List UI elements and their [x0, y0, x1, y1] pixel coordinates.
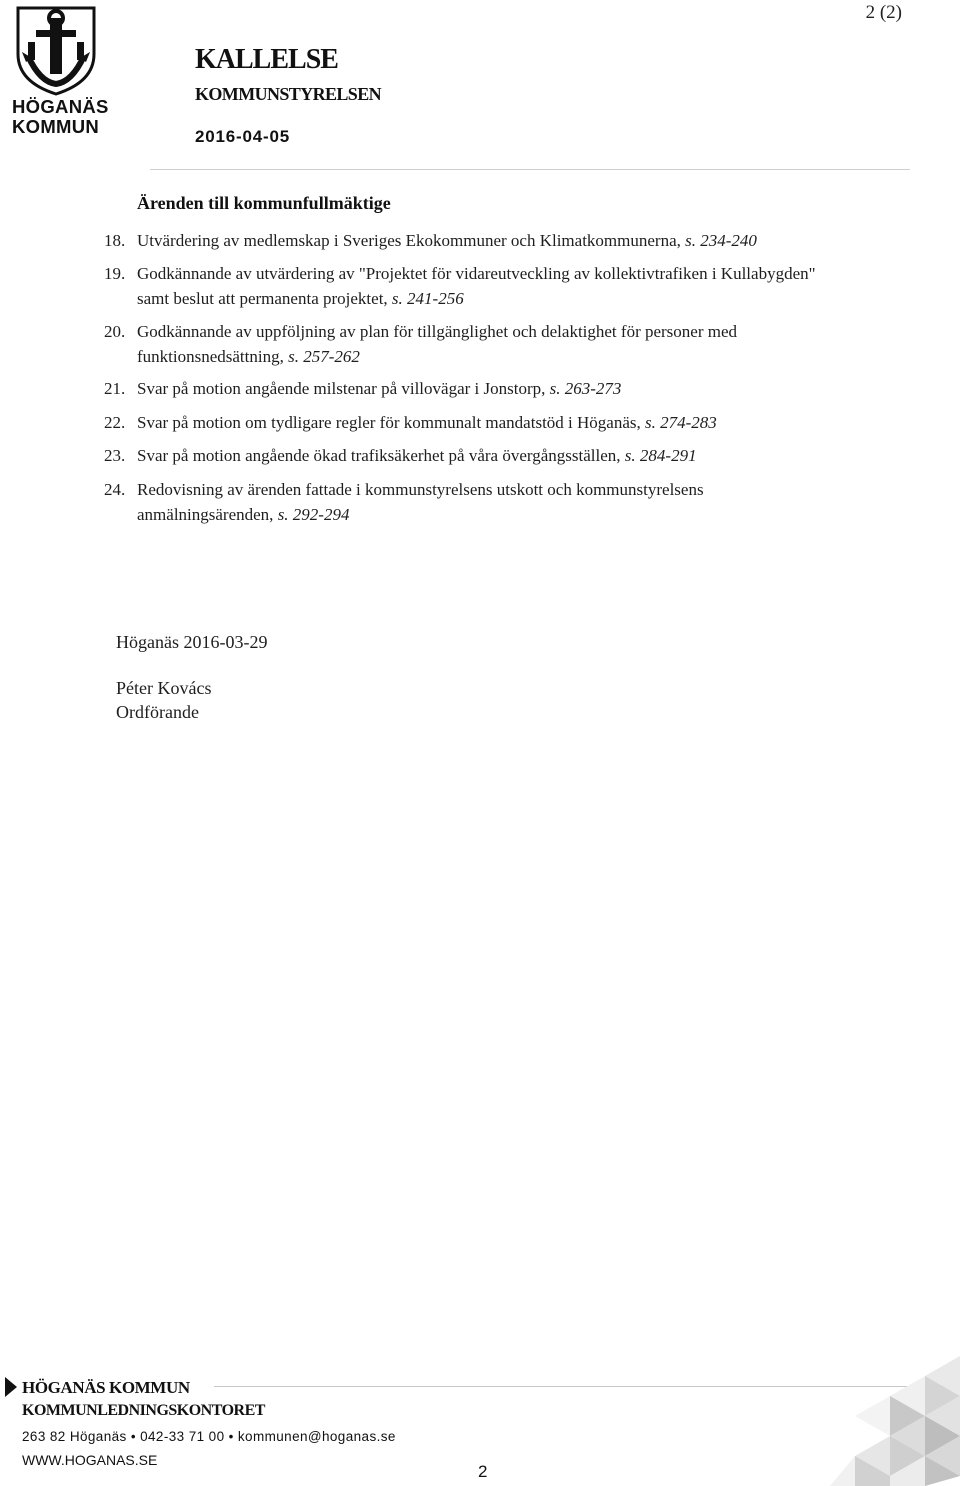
section-heading: Ärenden till kommunfullmäktige [137, 193, 391, 213]
agenda-item-page-ref: s. 284-291 [624, 446, 697, 465]
agenda-item [104, 261, 844, 311]
page-number: 2 (2) [865, 2, 902, 23]
agenda-item-page-ref: s. 274-283 [645, 413, 717, 432]
agenda-item [104, 228, 844, 253]
footer-department: KOMMUNLEDNINGSKONTORET [22, 1402, 265, 1419]
agenda-item-page-ref: s. 292-294 [277, 505, 350, 524]
agenda-item [104, 410, 844, 435]
signature-role: Ordförande [116, 702, 199, 722]
agenda-item [104, 443, 844, 468]
agenda-item-page-ref: s. 234-240 [685, 231, 757, 250]
agenda-item-number: 20. [104, 322, 126, 341]
document-organization: KOMMUNSTYRELSEN [195, 84, 382, 104]
agenda-item-text: Godkännande av uppföljning av plan för tillgänglighet och delaktighet för personer med funktionsnedsättning, [137, 322, 738, 366]
header-divider [150, 169, 910, 170]
arrow-right-icon [4, 1376, 18, 1398]
agenda-item-number: 22. [104, 413, 126, 432]
agenda-item [104, 376, 844, 401]
agenda-item-text: Utvärdering av medlemskap i Sveriges Ekokommuner och Klimatkommunerna, [137, 231, 681, 250]
agenda-item-page-ref: s. 241-256 [391, 289, 464, 308]
agenda-item-page-ref: s. 257-262 [288, 347, 360, 366]
decorative-triangle-pattern [830, 1356, 960, 1486]
document-date: 2016-04-05 [195, 127, 290, 146]
hoganas-logo [10, 4, 110, 136]
agenda-item-text: Svar på motion angående ökad trafiksäkerhet på våra övergångsställen, [137, 446, 621, 465]
signature-name: Péter Kovács [116, 678, 212, 698]
document-title: KALLELSE [195, 44, 338, 75]
logo-text-kommun: KOMMUN [12, 116, 100, 137]
agenda-item-number: 23. [104, 446, 126, 465]
agenda-item-text: Svar på motion om tydligare regler för kommunalt mandatstöd i Höganäs, [137, 413, 641, 432]
signature-place-date: Höganäs 2016-03-29 [116, 632, 268, 652]
footer-website: WWW.HOGANAS.SE [22, 1452, 158, 1468]
agenda-item-number: 21. [104, 379, 126, 398]
agenda-item-number: 18. [104, 231, 126, 250]
agenda-item-text: Svar på motion angående milstenar på villovägar i Jonstorp, [137, 379, 546, 398]
agenda-item-text: Godkännande av utvärdering av "Projektet för vidareutveckling av kollektivtrafiken i Kullabygden" samt beslut att permanenta projektet, [137, 264, 816, 308]
footer-page-number: 2 [478, 1462, 488, 1481]
footer-contact: 263 82 Höganäs • 042-33 71 00 • kommunen@hoganas.se [22, 1429, 396, 1444]
agenda-item-page-ref: s. 263-273 [549, 379, 622, 398]
footer-organization: HÖGANÄS KOMMUN [22, 1378, 190, 1397]
anchor-shield-icon [10, 4, 110, 96]
agenda-item [104, 319, 844, 369]
agenda-item [104, 477, 844, 527]
agenda-item-number: 19. [104, 264, 126, 283]
agenda-item-number: 24. [104, 480, 126, 499]
agenda-item-text: Redovisning av ärenden fattade i kommunstyrelsens utskott och kommunstyrelsens anmälningsärenden, [137, 480, 704, 524]
logo-text-hoganas: HÖGANÄS [12, 96, 109, 117]
